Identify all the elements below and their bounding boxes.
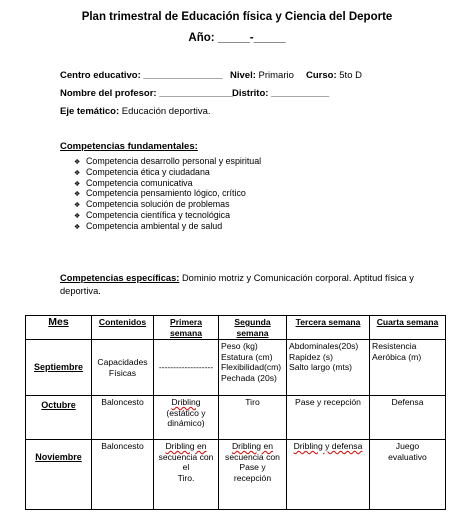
cell-line: (estático y [166, 407, 206, 418]
eje-label: Eje temático: [60, 106, 120, 117]
cuarta-cell [370, 440, 446, 510]
table-row [26, 340, 446, 396]
tercera-cell [287, 340, 370, 396]
fundamentales-list [74, 156, 261, 232]
header-mes: Mes [26, 316, 92, 340]
cell-line: Estatura (cm) [221, 351, 273, 362]
distrito-label: Distrito: [232, 88, 269, 99]
list-item: ❖ Competencia solución de problemas [74, 199, 261, 210]
cell-line: evaluativo [388, 451, 427, 462]
profesor-label: Nombre del profesor: [60, 88, 157, 99]
centro-blank: _______________ [143, 70, 223, 81]
header-segunda: Segunda semana [219, 316, 287, 340]
segunda-cell [219, 440, 287, 510]
list-item: ❖ Competencia científica y tecnológica [74, 210, 261, 221]
contenidos-cell: Baloncesto [92, 396, 154, 440]
segunda-cell: Tiro [219, 396, 287, 440]
curso-line [306, 70, 362, 81]
especificas-paragraph [60, 272, 420, 297]
cell-line: secuencia con [225, 451, 280, 462]
month-cell: Noviembre [26, 440, 92, 510]
cell-line: Resistencia [372, 341, 417, 351]
plan-table [25, 315, 446, 510]
document-title: Plan trimestral de Educación física y Ciencia del Deporte [81, 11, 393, 23]
especificas-heading: Competencias específicas: [60, 273, 180, 283]
cell-line: Flexibilidad(cm) [221, 362, 282, 372]
distrito-blank: ___________ [271, 88, 330, 99]
table-row [26, 396, 446, 440]
list-item: ❖ Competencia comunicativa [74, 178, 261, 189]
cuarta-cell: Defensa [370, 396, 446, 440]
table-row [26, 440, 446, 510]
month-cell: Septiembre [26, 340, 92, 396]
primera-cell: ------------------- [154, 340, 219, 396]
especificas-text: Dominio motriz y Comunicación corporal. Aptitud física y deportiva. [60, 273, 414, 296]
curso-label: Curso: [306, 70, 337, 81]
diamond-bullet-icon: ❖ [74, 202, 81, 210]
profesor-line [60, 88, 233, 99]
primera-cell [154, 396, 219, 440]
cell-line: Dribling en [231, 441, 274, 451]
header-cuarta: Cuarta semana [370, 316, 446, 340]
cell-line: Peso (kg) [221, 341, 258, 351]
list-item: ❖ Competencia desarrollo personal y espiritual [74, 156, 261, 167]
cell-line: Rapidez (s) [289, 351, 333, 362]
header-contenidos: Contenidos [92, 316, 154, 340]
list-item: ❖ Competencia pensamiento lógico, crítico [74, 188, 261, 199]
centro-label: Centro educativo: [60, 70, 141, 81]
cell-line: Pechada (20s) [221, 372, 277, 383]
cell-line: dinámico) [167, 418, 205, 428]
header-tercera: Tercera semana [287, 316, 370, 340]
tercera-cell: Pase y recepción [287, 396, 370, 440]
month-cell: Octubre [26, 396, 92, 440]
cell-line: Tiro. [177, 472, 195, 483]
year-line: Año: _____-_____ [188, 32, 286, 44]
cell-line: Salto largo (mts) [289, 362, 353, 372]
eje-line [60, 106, 211, 117]
curso-value: 5to D [339, 70, 362, 81]
cell-line: Abdominales(20s) [289, 341, 359, 351]
diamond-bullet-icon: ❖ [74, 191, 81, 199]
table-header-row [26, 316, 446, 340]
cell-line: recepción [233, 472, 272, 483]
cell-line: secuencia con el [158, 451, 214, 472]
list-item: ❖ Competencia ética y ciudadana [74, 167, 261, 178]
eje-value: Educación deportiva. [121, 106, 211, 117]
diamond-bullet-icon: ❖ [74, 223, 81, 231]
segunda-cell [219, 340, 287, 396]
diamond-bullet-icon: ❖ [74, 159, 81, 166]
distrito-line [232, 88, 329, 99]
cell-line: Aeróbica (m) [372, 351, 422, 362]
tercera-cell: Dribling y defensa [287, 440, 370, 510]
diamond-bullet-icon: ❖ [74, 180, 81, 188]
cell-line: Juego [395, 441, 420, 451]
nivel-label: Nivel: [230, 70, 256, 81]
cell-line: Dribling [171, 397, 201, 407]
contenidos-cell: Baloncesto [92, 440, 154, 510]
cell-line: Dribling en [165, 441, 207, 451]
cuarta-cell [370, 340, 446, 396]
nivel-value: Primario [258, 70, 294, 81]
diamond-bullet-icon: ❖ [74, 169, 81, 177]
list-item: ❖ Competencia ambiental y de salud [74, 221, 261, 232]
centro-line [60, 70, 223, 81]
primera-cell [154, 440, 219, 510]
profesor-blank: ______________ [159, 88, 234, 99]
contenidos-cell: Capacidades Físicas [92, 340, 154, 396]
cell-line: Pase y [239, 462, 266, 472]
header-primera: Primera semana [154, 316, 219, 340]
diamond-bullet-icon: ❖ [74, 212, 81, 220]
nivel-line [230, 70, 294, 81]
fundamentales-heading: Competencias fundamentales: [60, 141, 198, 152]
